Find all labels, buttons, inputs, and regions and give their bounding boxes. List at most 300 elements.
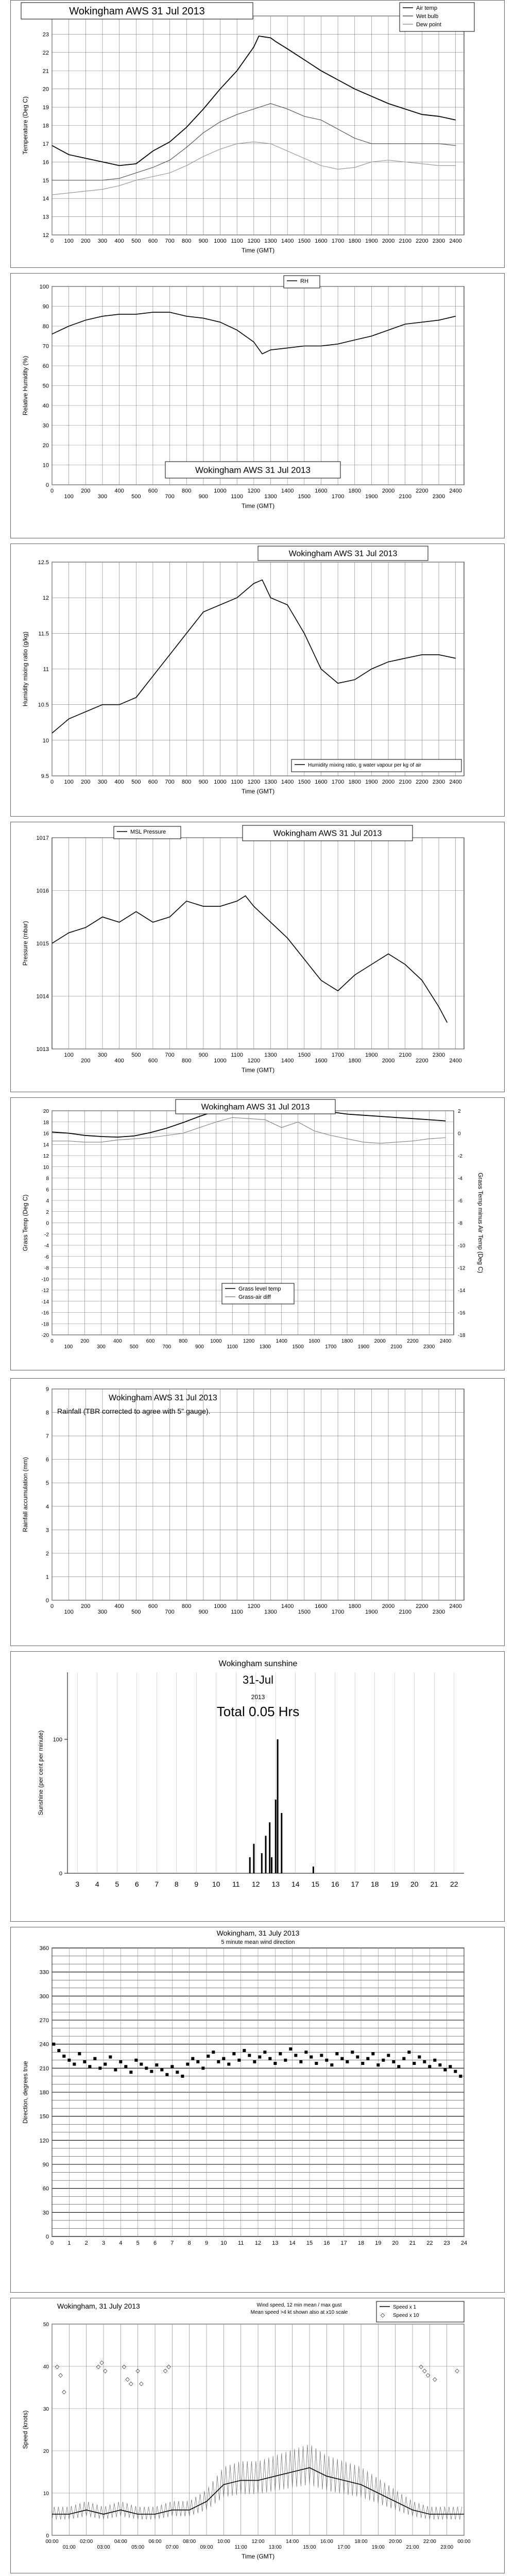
direction-point xyxy=(459,2075,462,2078)
x-tick-label: 1600 xyxy=(315,779,328,785)
direction-point xyxy=(217,2060,220,2063)
y-tick-label: 0 xyxy=(46,1221,49,1227)
direction-point xyxy=(57,2049,60,2052)
y-tick-label: 4 xyxy=(46,1198,49,1204)
x-tick-label: 13 xyxy=(271,1880,280,1888)
x-tick-label: 1200 xyxy=(247,238,261,244)
x-tick-label: 300 xyxy=(97,1609,108,1615)
direction-point xyxy=(150,2070,153,2073)
wind-direction-chart xyxy=(11,1927,505,2293)
direction-point xyxy=(62,2055,65,2058)
legend-label: Wet bulb xyxy=(416,13,439,20)
y-tick-label: -16 xyxy=(41,1310,49,1316)
wind-direction-panel xyxy=(10,1927,505,2293)
direction-point xyxy=(212,2050,215,2054)
x-tick-label: 19 xyxy=(390,1880,399,1888)
x-tick-label: 17:00 xyxy=(337,2545,351,2550)
x-tick-label: 2300 xyxy=(432,238,445,244)
y-axis-label: Grass Temp (Deg C) xyxy=(22,1194,29,1251)
sunshine-bar xyxy=(265,1836,267,1873)
legend-label: Grass level temp xyxy=(238,1286,281,1292)
x-tick-label: 2000 xyxy=(382,238,395,244)
x-tick-label: 500 xyxy=(131,1052,141,1058)
x-tick-label: 2200 xyxy=(416,779,428,785)
x-tick-label: 10 xyxy=(212,1880,220,1888)
y-tick-label: 21 xyxy=(42,68,49,75)
y-tick-label: 0 xyxy=(45,1598,49,1604)
rh-panel xyxy=(10,273,505,538)
sunshine-total: Total 0.05 Hrs xyxy=(216,1704,300,1719)
y-tick-label: 19 xyxy=(42,105,49,111)
x-tick-label: 23:00 xyxy=(440,2545,454,2550)
x-tick-label: 600 xyxy=(148,779,158,785)
x-tick-label: 2200 xyxy=(407,1338,419,1344)
x-tick-label: 2 xyxy=(84,2240,88,2246)
x-tick-label: 1200 xyxy=(247,1603,261,1609)
direction-point xyxy=(160,2068,163,2071)
y-tick-label: 17 xyxy=(42,141,49,147)
x-tick-label: 10 xyxy=(220,2240,227,2246)
y-tick-label: 12 xyxy=(42,232,49,239)
x-tick-label: 900 xyxy=(198,494,209,500)
x-tick-label: 15 xyxy=(306,2240,313,2246)
y-tick-label: 1014 xyxy=(36,993,49,1000)
x-tick-label: 800 xyxy=(182,779,192,785)
direction-point xyxy=(129,2071,132,2074)
direction-point xyxy=(330,2063,333,2066)
x-tick-label: 16:00 xyxy=(320,2539,333,2545)
direction-point xyxy=(253,2060,256,2063)
y-tick-label: 23 xyxy=(42,31,49,38)
x-tick-label: 500 xyxy=(131,1609,141,1615)
sunshine-bar xyxy=(313,1867,314,1873)
y-tick-label: 11.5 xyxy=(38,631,49,637)
x-tick-label: 22 xyxy=(450,1880,458,1888)
x-tick-label: 1000 xyxy=(214,1058,227,1064)
y2-tick-label: 0 xyxy=(458,1131,461,1137)
legend-label: Air temp xyxy=(416,5,437,11)
direction-point xyxy=(207,2055,210,2058)
direction-point xyxy=(88,2065,91,2068)
temperature-chart xyxy=(11,1,505,268)
direction-point xyxy=(196,2060,199,2063)
x-tick-label: 4 xyxy=(119,2240,123,2246)
y-tick-label: 360 xyxy=(39,1945,49,1952)
direction-point xyxy=(155,2063,158,2066)
x-tick-label: 7 xyxy=(170,2240,174,2246)
direction-point xyxy=(134,2059,138,2062)
x-tick-label: 1 xyxy=(67,2240,71,2246)
speed-x10-marker: ◇ xyxy=(58,2372,63,2379)
x-tick-label: 5 xyxy=(136,2240,140,2246)
speed-x10-marker: ◇ xyxy=(135,2368,140,2375)
y2-tick-label: -2 xyxy=(458,1154,462,1159)
x-tick-label: 700 xyxy=(165,494,175,500)
y-tick-label: -12 xyxy=(41,1288,49,1294)
direction-point xyxy=(376,2063,380,2066)
x-tick-label: 900 xyxy=(198,779,209,785)
y-tick-label: 9 xyxy=(45,1386,49,1393)
y-tick-label: -4 xyxy=(44,1243,49,1249)
x-tick-label: 14:00 xyxy=(286,2539,299,2545)
x-tick-label: 15:00 xyxy=(303,2545,316,2550)
x-tick-label: 400 xyxy=(114,238,124,244)
y-tick-label: 60 xyxy=(42,363,49,369)
y-tick-label: 6 xyxy=(45,1456,49,1463)
x-tick-label: 400 xyxy=(113,1338,122,1344)
x-tick-label: 1400 xyxy=(281,488,294,494)
x-tick-label: 600 xyxy=(148,488,158,494)
x-tick-label: 2400 xyxy=(449,488,462,494)
x-tick-label: 0 xyxy=(50,1603,54,1609)
y-tick-label: 30 xyxy=(43,2406,49,2412)
x-tick-label: 2200 xyxy=(416,488,428,494)
sunshine-bar xyxy=(275,1800,277,1873)
x-tick-label: 800 xyxy=(182,488,192,494)
rh-chart xyxy=(11,274,505,539)
y-tick-label: 2 xyxy=(45,1550,49,1557)
y-tick-label: 270 xyxy=(39,2018,49,2024)
direction-point xyxy=(315,2062,318,2065)
x-tick-label: 1900 xyxy=(365,779,378,785)
y-tick-label: 18 xyxy=(43,1120,49,1126)
x-tick-label: 3 xyxy=(101,2240,106,2246)
x-tick-label: 19:00 xyxy=(371,2545,385,2550)
x-tick-label: 21 xyxy=(430,1880,439,1888)
y-tick-label: 1016 xyxy=(36,888,49,894)
x-tick-label: 2300 xyxy=(423,1344,435,1350)
x-tick-label: 1600 xyxy=(315,488,328,494)
x-tick-label: 1700 xyxy=(325,1344,337,1350)
direction-point xyxy=(443,2068,447,2071)
y-tick-label: 1013 xyxy=(36,1046,49,1053)
x-tick-label: 700 xyxy=(162,1344,171,1350)
x-tick-label: 1800 xyxy=(348,1058,361,1064)
direction-point xyxy=(407,2050,410,2054)
x-tick-label: 2100 xyxy=(399,1052,411,1058)
y-tick-label: 80 xyxy=(42,324,49,330)
x-tick-label: 200 xyxy=(81,238,91,244)
x-tick-label: 1300 xyxy=(264,494,277,500)
chart-title: Wokingham, 31 July 2013 xyxy=(216,1929,300,1937)
legend-label: Speed x 1 xyxy=(393,2304,417,2310)
direction-point xyxy=(78,2052,81,2055)
x-tick-label: 400 xyxy=(114,488,124,494)
chart-title: Wokingham sunshine xyxy=(218,1659,298,1668)
x-tick-label: 2000 xyxy=(382,779,395,785)
speed-x10-marker: ◇ xyxy=(129,2380,133,2387)
direction-point xyxy=(284,2059,287,2062)
y-tick-label: 8 xyxy=(45,1410,49,1416)
x-tick-label: 07:00 xyxy=(165,2545,179,2550)
y-tick-label: 9.5 xyxy=(41,773,49,779)
x-tick-label: 2400 xyxy=(449,238,462,244)
sunshine-bar xyxy=(277,1739,279,1873)
x-tick-label: 1600 xyxy=(315,238,328,244)
direction-point xyxy=(243,2049,246,2052)
speed-x10-marker: ◇ xyxy=(166,2364,171,2370)
y-tick-label: -6 xyxy=(44,1254,49,1260)
y-tick-label: 20 xyxy=(42,86,49,93)
x-axis-label: Time (GMT) xyxy=(241,788,275,795)
legend-label: MSL Pressure xyxy=(130,829,166,835)
y-tick-label: -2 xyxy=(44,1232,49,1238)
x-tick-label: 200 xyxy=(81,1058,91,1064)
y-tick-label: 0 xyxy=(45,482,49,488)
direction-point xyxy=(402,2057,405,2060)
y-tick-label: 20 xyxy=(43,2449,49,2454)
speed-x10-marker: ◇ xyxy=(122,2364,127,2370)
x-tick-label: 2400 xyxy=(449,779,462,785)
direction-point xyxy=(413,2062,416,2065)
direction-point xyxy=(279,2052,282,2055)
x-tick-label: 1500 xyxy=(298,1609,311,1615)
x-tick-label: 03:00 xyxy=(97,2545,110,2550)
x-tick-label: 400 xyxy=(114,1603,124,1609)
x-tick-label: 0 xyxy=(50,1338,54,1344)
grass-temp-chart xyxy=(11,1098,505,1371)
x-tick-label: 800 xyxy=(182,1058,192,1064)
x-tick-label: 2000 xyxy=(382,488,395,494)
direction-point xyxy=(361,2062,364,2065)
pressure-panel xyxy=(10,822,505,1092)
y-tick-label: 12 xyxy=(43,1154,49,1159)
y-axis-label: Temperature (Deg C) xyxy=(22,96,29,155)
y-tick-label: 70 xyxy=(42,343,49,350)
direction-point xyxy=(310,2056,313,2059)
y-tick-label: 90 xyxy=(42,303,49,310)
x-tick-label: 0 xyxy=(50,488,54,494)
sunshine-bar xyxy=(253,1844,254,1873)
direction-point xyxy=(176,2071,179,2074)
x-tick-label: 200 xyxy=(81,779,91,785)
x-tick-label: 22 xyxy=(426,2240,433,2246)
y-axis-label: Relative Humidity (%) xyxy=(22,355,29,416)
x-tick-label: 1800 xyxy=(348,779,361,785)
y2-tick-label: -6 xyxy=(458,1198,462,1204)
x-tick-label: 100 xyxy=(64,1344,73,1350)
legend-label: Grass-air diff xyxy=(238,1294,271,1300)
x-tick-label: 2300 xyxy=(432,779,445,785)
sunshine-bar xyxy=(281,1813,282,1873)
legend-label: RH xyxy=(300,278,308,284)
x-tick-label: 22:00 xyxy=(423,2539,436,2545)
y2-tick-label: 2 xyxy=(458,1109,461,1114)
x-tick-label: 08:00 xyxy=(183,2539,196,2545)
x-tick-label: 18:00 xyxy=(354,2539,368,2545)
x-tick-label: 2200 xyxy=(416,1058,428,1064)
sunshine-bar xyxy=(269,1822,270,1873)
y-tick-label: 1017 xyxy=(36,835,49,841)
x-tick-label: 18 xyxy=(370,1880,379,1888)
x-tick-label: 1400 xyxy=(281,1603,294,1609)
y-tick-label: 5 xyxy=(45,1480,49,1487)
direction-point xyxy=(165,2073,168,2076)
x-tick-label: 1300 xyxy=(259,1344,271,1350)
y-tick-label: 16 xyxy=(43,1131,49,1137)
y-tick-label: 4 xyxy=(45,1503,49,1510)
direction-point xyxy=(237,2059,241,2062)
y-tick-label: 14 xyxy=(43,1142,49,1148)
direction-point xyxy=(114,2068,117,2071)
x-tick-label: 2100 xyxy=(399,238,411,244)
x-tick-label: 17 xyxy=(351,1880,359,1888)
direction-point xyxy=(191,2057,194,2060)
x-tick-label: 21 xyxy=(409,2240,416,2246)
x-tick-label: 2300 xyxy=(432,1052,445,1058)
x-tick-label: 23 xyxy=(443,2240,450,2246)
x-tick-label: 100 xyxy=(64,779,74,785)
x-tick-label: 1500 xyxy=(298,1052,311,1058)
x-tick-label: 11 xyxy=(237,2240,244,2246)
x-tick-label: 5 xyxy=(115,1880,119,1888)
direction-point xyxy=(232,2052,235,2055)
direction-point xyxy=(52,2043,55,2046)
x-tick-label: 1400 xyxy=(281,238,294,244)
y-tick-label: 240 xyxy=(39,2041,49,2048)
speed-x10-marker: ◇ xyxy=(163,2368,168,2375)
x-axis-label: Time (GMT) xyxy=(241,2553,275,2560)
y-tick-label: 120 xyxy=(39,2138,49,2144)
chart-title: Wokingham AWS 31 Jul 2013 xyxy=(288,549,398,558)
x-tick-label: 24 xyxy=(460,2240,468,2246)
x-tick-label: 700 xyxy=(165,779,175,785)
direction-point xyxy=(335,2052,338,2055)
x-tick-label: 2400 xyxy=(449,1603,462,1609)
direction-point xyxy=(119,2060,122,2063)
chart-title: Wokingham AWS 31 Jul 2013 xyxy=(201,1103,310,1112)
x-tick-label: 800 xyxy=(179,1338,188,1344)
y-tick-label: 0 xyxy=(59,1871,62,1877)
y-tick-label: -18 xyxy=(41,1321,49,1328)
x-tick-label: 14 xyxy=(291,1880,300,1888)
y2-tick-label: -4 xyxy=(458,1176,462,1182)
speed-x10-marker: ◇ xyxy=(96,2364,101,2370)
x-tick-label: 0 xyxy=(50,2240,54,2246)
speed-x10-marker: ◇ xyxy=(433,2376,437,2383)
x-tick-label: 9 xyxy=(204,2240,209,2246)
x-tick-label: 1400 xyxy=(281,779,294,785)
speed-x10-marker: ◇ xyxy=(125,2376,130,2383)
legend-label: Humidity mixing ratio, g water vapour per kg of air xyxy=(308,762,422,768)
x-tick-label: 300 xyxy=(97,238,108,244)
speed-x10-marker: ◇ xyxy=(425,2372,431,2379)
x-tick-label: 1100 xyxy=(227,1344,238,1350)
y-tick-label: 18 xyxy=(42,123,49,129)
direction-point xyxy=(299,2060,302,2063)
y-tick-label: 30 xyxy=(42,2210,49,2216)
x-tick-label: 1100 xyxy=(231,494,244,500)
mixing-ratio-chart xyxy=(11,544,505,817)
chart-year: 2013 xyxy=(251,1693,265,1701)
x-tick-label: 1500 xyxy=(298,238,311,244)
x-tick-label: 1400 xyxy=(276,1338,287,1344)
y-tick-label: 0 xyxy=(46,2533,49,2539)
y-tick-label: 1 xyxy=(45,1574,49,1581)
x-tick-label: 1900 xyxy=(365,1609,378,1615)
x-tick-label: 1900 xyxy=(365,1052,378,1058)
x-tick-label: 1200 xyxy=(247,488,261,494)
x-tick-label: 1300 xyxy=(264,1609,277,1615)
x-tick-label: 1500 xyxy=(298,779,311,785)
x-tick-label: 1300 xyxy=(264,238,277,244)
rainfall-chart xyxy=(11,1379,505,1647)
direction-point xyxy=(124,2065,127,2068)
x-tick-label: 500 xyxy=(131,238,141,244)
x-tick-label: 9 xyxy=(194,1880,199,1888)
y-tick-label: 1015 xyxy=(36,941,49,947)
direction-point xyxy=(93,2057,96,2060)
x-tick-label: 500 xyxy=(131,494,141,500)
x-tick-label: 1400 xyxy=(281,1058,294,1064)
sunshine-panel xyxy=(10,1651,505,1922)
x-tick-label: 20:00 xyxy=(389,2539,402,2545)
x-tick-label: 500 xyxy=(129,1344,139,1350)
x-tick-label: 0 xyxy=(50,779,54,785)
x-tick-label: 2100 xyxy=(399,494,411,500)
y-tick-label: 100 xyxy=(39,284,49,290)
x-tick-label: 1200 xyxy=(247,1058,261,1064)
x-tick-label: 11:00 xyxy=(234,2545,247,2550)
y-tick-label: 180 xyxy=(39,2090,49,2096)
x-tick-label: 1200 xyxy=(247,779,261,785)
y-tick-label: 3 xyxy=(45,1527,49,1534)
x-tick-label: 1000 xyxy=(210,1338,222,1344)
x-tick-label: 2200 xyxy=(416,238,428,244)
x-tick-label: 2200 xyxy=(416,1603,428,1609)
y2-tick-label: -16 xyxy=(458,1310,466,1316)
sunshine-bar xyxy=(261,1853,263,1873)
x-tick-label: 1600 xyxy=(315,1058,328,1064)
x-tick-label: 12:00 xyxy=(251,2539,265,2545)
x-tick-label: 1900 xyxy=(365,238,378,244)
x-tick-label: 1300 xyxy=(264,779,277,785)
y-tick-label: 22 xyxy=(42,49,49,56)
x-tick-label: 1800 xyxy=(348,488,361,494)
x-tick-label: 8 xyxy=(187,2240,191,2246)
x-tick-label: 12 xyxy=(251,1880,260,1888)
x-tick-label: 600 xyxy=(146,1338,155,1344)
x-tick-label: 1900 xyxy=(357,1344,370,1350)
direction-point xyxy=(273,2062,277,2065)
speed-x10-marker: ◇ xyxy=(55,2364,60,2370)
x-axis-label: Time (GMT) xyxy=(241,247,275,254)
x-tick-label: 2400 xyxy=(449,1058,462,1064)
pressure-chart xyxy=(11,822,505,1093)
x-tick-label: 1300 xyxy=(264,1052,277,1058)
x-tick-label: 04:00 xyxy=(114,2539,127,2545)
x-tick-label: 12 xyxy=(254,2240,262,2246)
y-tick-label: -8 xyxy=(44,1265,49,1272)
legend-label: Speed x 10 xyxy=(393,2313,419,2318)
x-tick-label: 1100 xyxy=(231,1609,244,1615)
x-tick-label: 0 xyxy=(50,238,54,244)
x-tick-label: 7 xyxy=(154,1880,159,1888)
x-tick-label: 2300 xyxy=(432,1609,445,1615)
direction-point xyxy=(222,2057,225,2060)
y-tick-label: 60 xyxy=(42,2185,49,2192)
x-tick-label: 1700 xyxy=(331,238,345,244)
sunshine-bar xyxy=(271,1857,272,1873)
direction-point xyxy=(98,2066,101,2070)
x-tick-label: 00:00 xyxy=(457,2539,471,2545)
y-tick-label: 6 xyxy=(46,1187,49,1193)
y-tick-label: 30 xyxy=(42,422,49,429)
direction-point xyxy=(397,2065,400,2068)
x-tick-label: 17 xyxy=(340,2240,347,2246)
y-tick-label: 0 xyxy=(45,2234,49,2240)
direction-point xyxy=(289,2047,292,2050)
